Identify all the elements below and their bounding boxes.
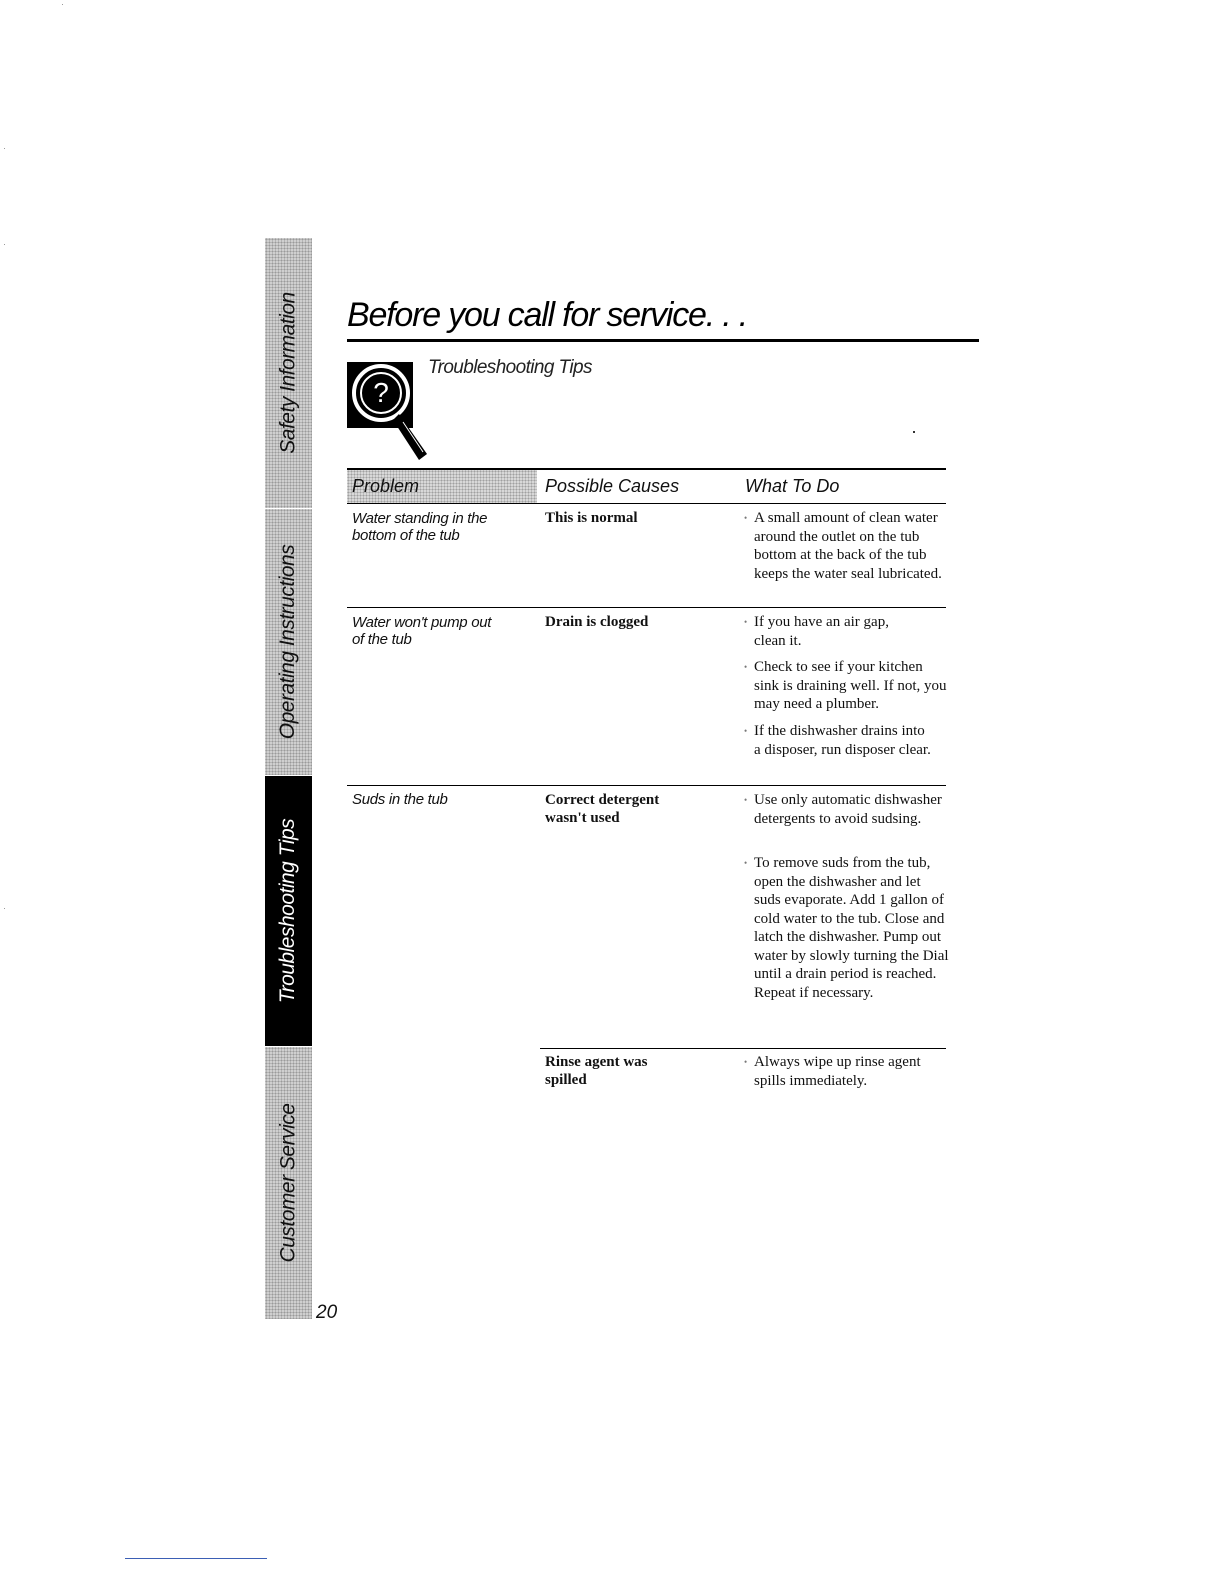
- sidebar-tab-customer-service[interactable]: [265, 1047, 312, 1319]
- bullet-icon: •: [744, 726, 748, 736]
- column-header-problem: Problem: [352, 476, 420, 496]
- stray-mark: [913, 431, 915, 433]
- column-header-possible-causes: Possible Causes: [545, 476, 680, 496]
- bullet-icon: •: [744, 795, 748, 805]
- action-text: Use only automatic dishwasher detergents to avoid sudsing.: [754, 792, 942, 827]
- sidebar-tab-troubleshooting-tips[interactable]: [265, 776, 312, 1046]
- bullet-icon: •: [744, 1057, 748, 1067]
- scan-dot: [4, 148, 5, 149]
- cause-cell: This is normal: [545, 510, 638, 526]
- tab-label: Troubleshooting Tips: [276, 818, 300, 1004]
- tab-label: Operating Instructions: [276, 544, 300, 740]
- action-text: To remove suds from the tub, open the dishwasher and let suds evaporate. Add 1 gallon of cold water to the tub. Close and latch the dishwasher. Pump out water by slowly turning the Dial until a drain period is reached. Repeat if necessary.: [754, 855, 949, 1001]
- cause-cell: Correct detergent wasn't used: [545, 792, 660, 826]
- question-magnifier-icon: [347, 362, 433, 462]
- action-item: [744, 613, 924, 650]
- problem-cell: Water standing in the bottom of the tub: [352, 510, 488, 544]
- action-item: [744, 658, 950, 714]
- tab-label: Customer Service: [276, 1103, 300, 1263]
- tab-label: Safety Information: [276, 292, 300, 454]
- svg-text:?: ?: [373, 377, 389, 408]
- page-number: 20: [316, 1302, 338, 1323]
- action-text: Always wipe up rinse agent spills immediately.: [754, 1054, 921, 1089]
- action-text: A small amount of clean water around the outlet on the tub bottom at the back of the tub keeps the water seal lubricated.: [754, 510, 942, 582]
- cause-cell: Drain is clogged: [545, 614, 649, 630]
- row-rule: [347, 607, 946, 608]
- scan-dot: [4, 244, 5, 245]
- bullet-icon: •: [744, 858, 748, 868]
- action-item: [744, 854, 950, 1002]
- sidebar-tab-operating-instructions[interactable]: [265, 509, 312, 775]
- action-item: [744, 722, 934, 759]
- header-rule: [347, 503, 946, 504]
- page-title: Before you call for service. . .: [347, 296, 747, 334]
- action-text: If you have an air gap, clean it.: [754, 614, 889, 649]
- bullet-icon: •: [744, 617, 748, 627]
- row-rule: [347, 785, 946, 786]
- row-rule: [540, 1048, 946, 1049]
- problem-cell: Water won't pump out of the tub: [352, 614, 492, 648]
- bottom-edge-line: [125, 1558, 267, 1559]
- bullet-icon: •: [744, 513, 748, 523]
- column-header-what-to-do: What To Do: [745, 476, 840, 496]
- title-rule: [347, 339, 979, 342]
- action-text: Check to see if your kitchen sink is draining well. If not, you may need a plumber.: [754, 659, 947, 712]
- section-subtitle: Troubleshooting Tips: [428, 357, 592, 378]
- action-text: If the dishwasher drains into a disposer, run disposer clear.: [754, 723, 931, 758]
- action-item: [744, 1053, 950, 1090]
- sidebar-tab-safety-information[interactable]: [265, 238, 312, 508]
- action-item: [744, 791, 944, 828]
- problem-cell: Suds in the tub: [352, 791, 448, 808]
- action-item: [744, 509, 946, 583]
- bullet-icon: •: [744, 662, 748, 672]
- scan-dot: [4, 908, 5, 909]
- scan-dot: [62, 4, 63, 5]
- cause-cell: Rinse agent was spilled: [545, 1054, 648, 1088]
